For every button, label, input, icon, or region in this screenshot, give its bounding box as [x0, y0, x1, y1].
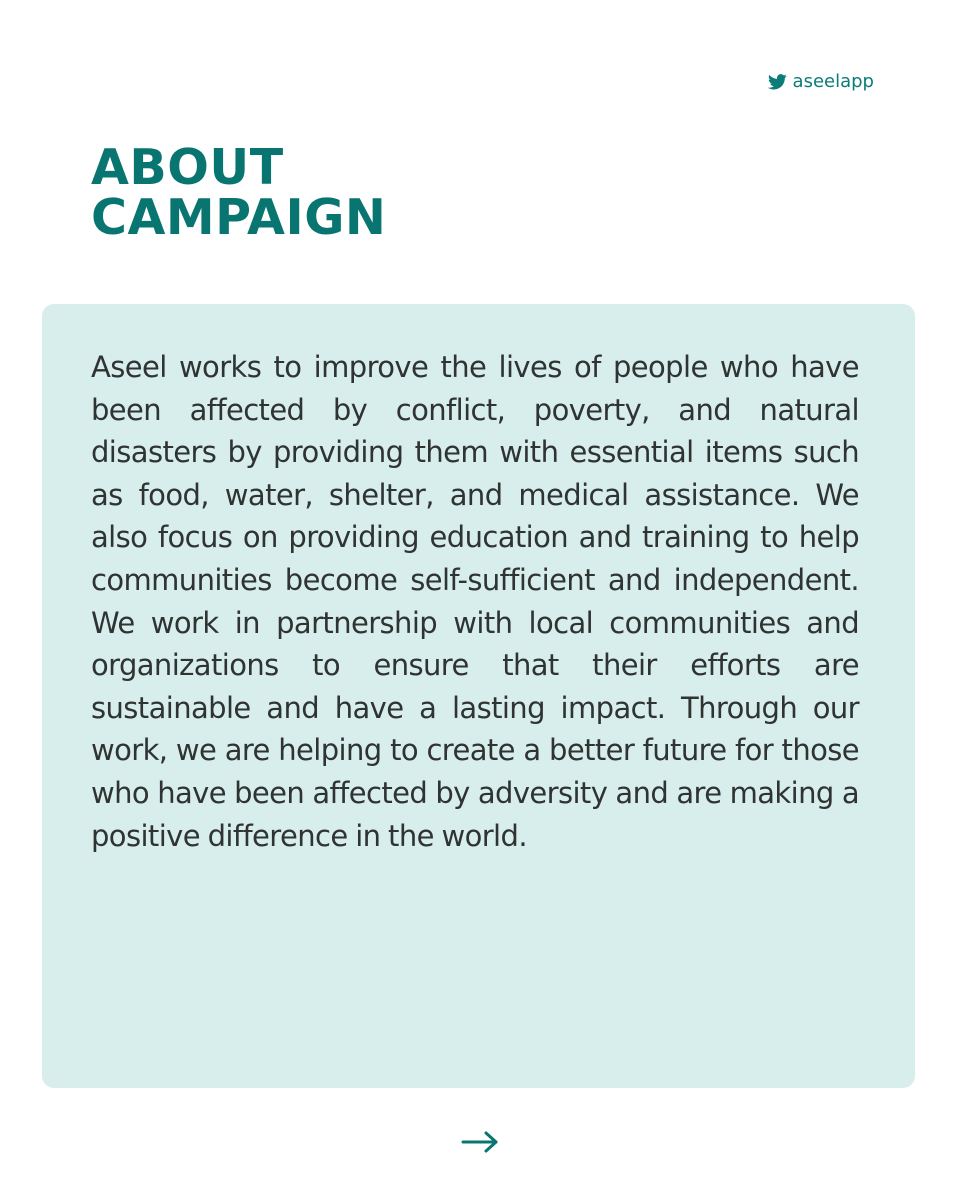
page-title [91, 139, 387, 246]
title-line-1: ABOUT [91, 139, 284, 196]
twitter-bird-icon [768, 74, 787, 90]
arrow-right-icon [461, 1130, 499, 1154]
title-line-2: CAMPAIGN [91, 189, 387, 246]
handle-text: aseelapp [792, 71, 874, 92]
social-handle[interactable] [768, 70, 874, 94]
campaign-description: Aseel works to improve the lives of people who have been affected by conflict, poverty, and natural disasters by providing them with essential items such as food, water, shelter, and medical assistance. We also focus on providing education and training to help communities become self-sufficient and independent. We work in partnership with local communities and organizations to ensure that their efforts are sustainable and have a lasting impact. Through our work, we are helping to create a better future for those who have been affected by adversity and are making a positive difference in the world. [91, 350, 859, 853]
next-button[interactable] [461, 1130, 499, 1154]
content-card [42, 304, 915, 1088]
